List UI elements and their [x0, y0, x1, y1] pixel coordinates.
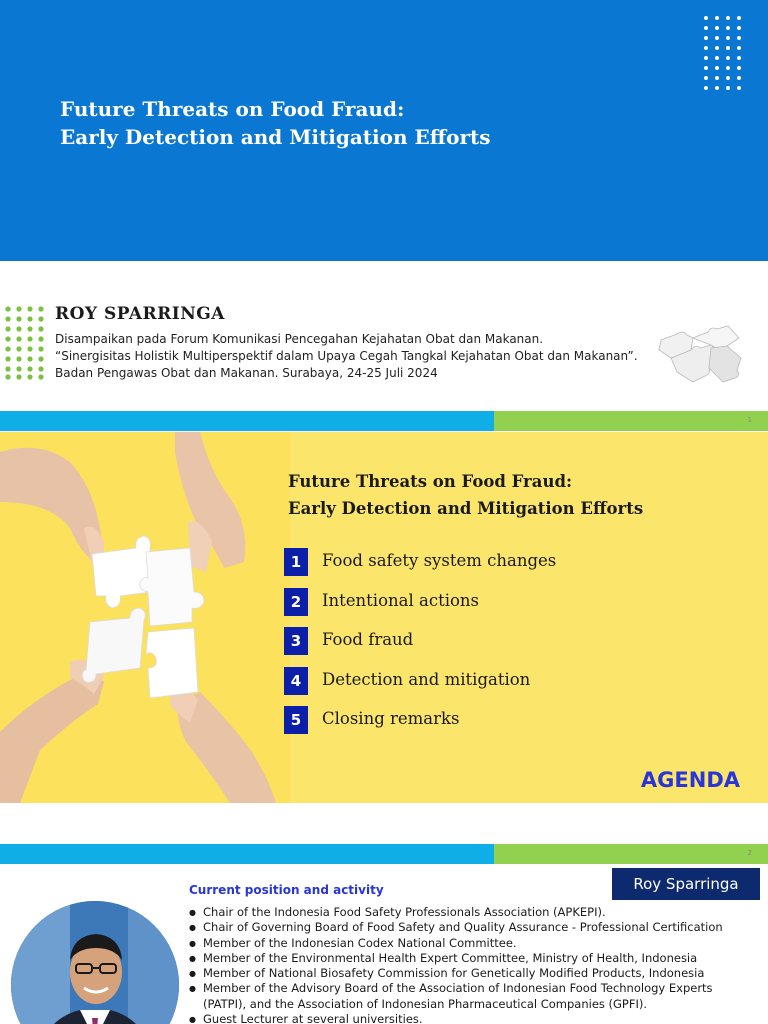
agenda-slide — [0, 432, 768, 803]
presentation-details — [55, 331, 655, 382]
title-line-1: Future Threats on Food Fraud: — [60, 97, 405, 121]
agenda-title-line-1: Future Threats on Food Fraud: — [288, 472, 573, 491]
list-item: ● Guest Lecturer at several universities. — [189, 1012, 764, 1024]
hands-puzzle-photo — [0, 432, 290, 803]
list-item: ● Chair of the Indonesia Food Safety Professionals Association (APKEPI). — [189, 905, 764, 920]
speaker-name-box: Roy Sparringa — [612, 868, 760, 900]
dot-grid-decoration — [703, 15, 745, 91]
slide-divider-bar — [0, 844, 768, 864]
agenda-number-badge: 3 — [284, 627, 308, 655]
author-name: ROY SPARRINGA — [55, 304, 225, 324]
list-item: ● Member of the Advisory Board of the Association of Indonesian Food Technology Experts — [189, 981, 764, 996]
agenda-item-text: Food fraud — [322, 630, 414, 649]
title-slide — [0, 0, 768, 410]
list-item: ● Member of the Environmental Health Expert Committee, Ministry of Health, Indonesia — [189, 951, 764, 966]
agenda-number-badge: 2 — [284, 588, 308, 616]
agenda-item — [284, 548, 754, 588]
page-number: 1 — [747, 416, 752, 424]
speaker-portrait-photo — [10, 900, 180, 1024]
agenda-number-badge: 5 — [284, 706, 308, 734]
detail-line-theme: “Sinergisitas Holistik Multiperspektif dalam Upaya Cegah Tangkal Kejahatan Obat dan Makanan”. — [55, 349, 638, 363]
agenda-item-text: Intentional actions — [322, 590, 480, 610]
agenda-item — [284, 667, 754, 707]
list-item-continuation: (PATPI), and the Association of Indonesian Pharmaceutical Companies (GPFI). — [203, 996, 648, 1011]
title-line-2: Early Detection and Mitigation Efforts — [60, 125, 491, 149]
agenda-number-badge: 1 — [284, 548, 308, 576]
agenda-item — [284, 706, 754, 746]
green-dot-grid-decoration — [5, 306, 45, 380]
agenda-item — [284, 588, 754, 628]
list-item: ● Member of the Indonesian Codex National Committee. — [189, 936, 764, 951]
page-number: 2 — [747, 849, 752, 857]
slide-divider-bar — [0, 411, 768, 431]
list-item: ● Chair of Governing Board of Food Safety and Quality Assurance - Professional Certification — [189, 920, 764, 935]
position-list — [189, 905, 764, 1024]
section-heading: Current position and activity — [189, 883, 384, 897]
agenda-item-text: Detection and mitigation — [322, 669, 531, 689]
presentation-title — [60, 95, 700, 151]
agenda-item — [284, 627, 754, 667]
agenda-title-line-2: Early Detection and Mitigation Efforts — [288, 499, 644, 518]
agenda-number-badge: 4 — [284, 667, 308, 695]
title-banner — [0, 0, 768, 261]
detail-line-venue: Badan Pengawas Obat dan Makanan. Surabaya, 24-25 Juli 2024 — [55, 366, 438, 380]
agenda-slide-title — [288, 468, 758, 522]
agenda-item-text: Food safety system changes — [322, 551, 557, 570]
profile-slide — [0, 864, 768, 1024]
list-item: ● Member of National Biosafety Commission for Genetically Modified Products, Indonesia — [189, 966, 764, 981]
agenda-label: AGENDA — [640, 768, 740, 792]
puzzle-pieces-image — [653, 318, 748, 388]
detail-line-forum: Disampaikan pada Forum Komunikasi Pencegahan Kejahatan Obat dan Makanan. — [55, 332, 544, 346]
agenda-item-text: Closing remarks — [322, 709, 460, 728]
agenda-list — [284, 548, 754, 746]
